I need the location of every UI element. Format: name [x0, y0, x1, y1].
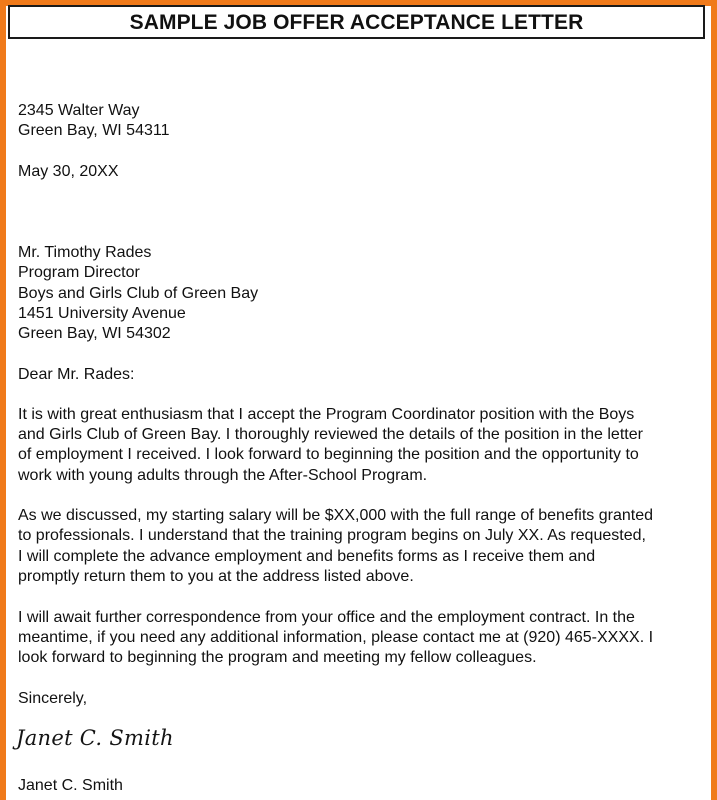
paragraph-1-line: work with young adults through the After-School Program. [18, 467, 428, 484]
paragraph-2-line: to professionals. I understand that the training program begins on July XX. As requested, [18, 527, 646, 544]
paragraph-1-line: and Girls Club of Green Bay. I thoroughly reviewed the details of the position in the letter [18, 426, 643, 443]
recipient-city: Green Bay, WI 54302 [18, 325, 171, 342]
paragraph-2-line: As we discussed, my starting salary will be $XX,000 with the full range of benefits granted [18, 507, 653, 524]
paragraph-3-line: look forward to beginning the program and meeting my fellow colleagues. [18, 649, 537, 666]
sender-street: 2345 Walter Way [18, 102, 140, 119]
letter-title: SAMPLE JOB OFFER ACCEPTANCE LETTER [129, 11, 584, 34]
title-box [8, 5, 705, 39]
salutation: Dear Mr. Rades: [18, 366, 135, 383]
signer-name: Janet C. Smith [18, 777, 123, 794]
recipient-name: Mr. Timothy Rades [18, 244, 152, 261]
recipient-organization: Boys and Girls Club of Green Bay [18, 285, 259, 302]
handwritten-signature: Janet C. Smith [16, 726, 174, 750]
paragraph-1-line: of employment I received. I look forward to beginning the position and the opportunity to [18, 446, 639, 463]
paragraph-3-line: meantime, if you need any additional information, please contact me at (920) 465-XXXX. I [18, 629, 654, 646]
letter-date: May 30, 20XX [18, 163, 119, 180]
recipient-street: 1451 University Avenue [18, 305, 186, 322]
paragraph-2-line: promptly return them to you at the address listed above. [18, 568, 414, 585]
paragraph-3-line: I will await further correspondence from your office and the employment contract. In the [18, 609, 635, 626]
recipient-title: Program Director [18, 264, 140, 281]
paragraph-1-line: It is with great enthusiasm that I accept the Program Coordinator position with the Boys [18, 406, 635, 423]
closing: Sincerely, [18, 690, 88, 707]
sender-city: Green Bay, WI 54311 [18, 122, 170, 139]
paragraph-2-line: I will complete the advance employment and benefits forms as I receive them and [18, 548, 596, 565]
